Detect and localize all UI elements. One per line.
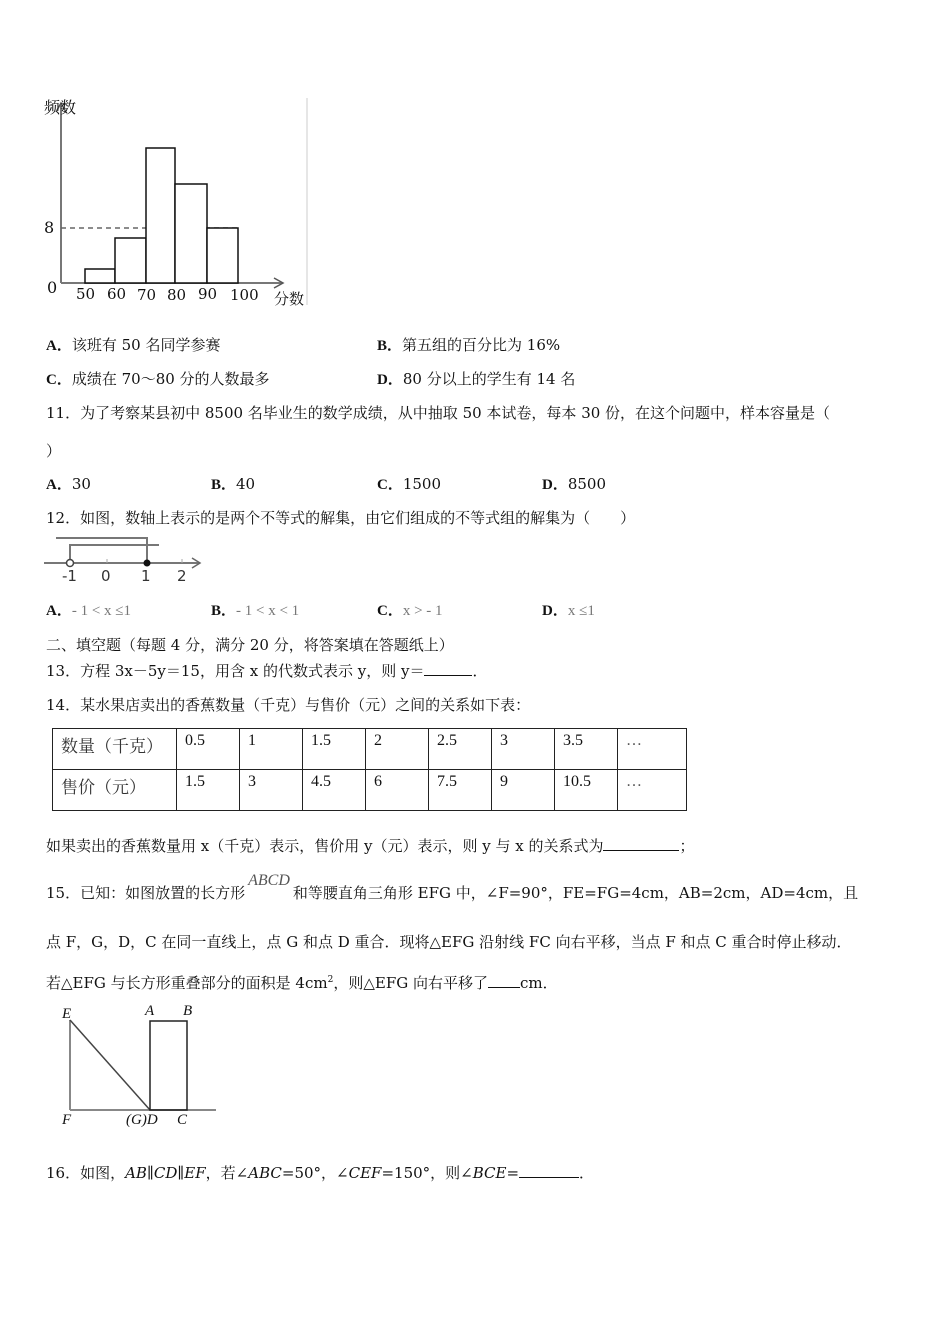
x-tick-90: 90 — [198, 285, 218, 303]
row-header-price: 售价（元） — [53, 770, 177, 811]
option-letter: A． — [46, 477, 72, 493]
option-text: 40 — [236, 475, 256, 493]
q11-stem-end: ） — [46, 442, 62, 460]
q15-answer-blank[interactable] — [488, 973, 520, 988]
q16-answer-blank[interactable] — [519, 1163, 579, 1178]
histogram-figure — [30, 90, 320, 310]
table-cell: 9 — [492, 770, 555, 811]
x-axis-label: 分数 — [274, 290, 305, 308]
table-cell: 3.5 — [555, 729, 618, 770]
q14-table — [52, 728, 687, 811]
q16-mid1: ，若∠ — [205, 1164, 249, 1182]
q16-mid4: = — [506, 1164, 520, 1182]
table-cell: 6 — [366, 770, 429, 811]
x-tick-100: 100 — [230, 286, 259, 304]
option-text: 80 分以上的学生有 14 名 — [402, 370, 576, 388]
q12-option-b[interactable] — [211, 600, 299, 621]
option-text: 该班有 50 名同学参赛 — [71, 336, 221, 354]
x-tick-50: 50 — [76, 285, 96, 303]
q14-stem: 14．某水果店卖出的香蕉数量（千克）与售价（元）之间的关系如下表： — [46, 696, 531, 714]
q13 — [46, 661, 487, 681]
q15-rect-name: ABCD — [248, 872, 290, 889]
option-letter: B． — [377, 338, 403, 354]
q10-option-b[interactable] — [377, 335, 560, 356]
q13-answer-blank[interactable] — [424, 661, 472, 676]
bar-70-80 — [146, 148, 175, 283]
label-F: F — [62, 1112, 72, 1128]
q11-option-d[interactable] — [542, 474, 606, 495]
q15-line1 — [46, 872, 859, 904]
y-axis-label: 频数 — [44, 98, 77, 117]
option-letter: A． — [46, 603, 72, 619]
label-E: E — [62, 1006, 72, 1022]
bar-50-60 — [85, 269, 115, 283]
q11-stem: 11．为了考察某县初中 8500 名毕业生的数学成绩，从中抽取 50 本试卷，每本 30 份，在这个问题中，样本容量是（ — [46, 404, 831, 422]
q10-option-d[interactable] — [377, 369, 575, 390]
q15-line2: 点 F，G，D，C 在同一直线上，点 G 和点 D 重合．现将△EFG 沿射线 FC 向右平移，当点 F 和点 C 重合时停止移动． — [46, 933, 852, 951]
q16 — [46, 1163, 594, 1183]
axis-label-0: 0 — [101, 567, 111, 585]
q13-end: ． — [472, 662, 488, 680]
q10-option-c[interactable] — [46, 369, 270, 390]
table-cell: 1 — [240, 729, 303, 770]
q11-option-a[interactable] — [46, 474, 91, 495]
q12-option-d[interactable] — [542, 600, 595, 621]
label-GD: (G)D — [126, 1112, 158, 1128]
q15-line3-b: ，则△EFG 向右平移了 — [333, 974, 488, 992]
y-tick-0: 0 — [47, 278, 58, 297]
q15-stem-part2: 和等腰直角三角形 EFG 中，∠F=90°，FE=FG=4cm，AB=2cm，AD=4cm，且 — [292, 884, 859, 902]
option-text: 1500 — [402, 475, 442, 493]
bar-80-90 — [175, 184, 207, 283]
q13-stem: 13．方程 3x－5y＝15，用含 x 的代数式表示 y，则 y＝ — [46, 662, 425, 680]
q14-followup — [46, 836, 695, 856]
q15-stem-part1: 15．已知：如图放置的长方形 — [46, 884, 246, 902]
q15-line3 — [46, 970, 558, 993]
q12-option-a[interactable] — [46, 600, 131, 621]
table-cell: 4.5 — [303, 770, 366, 811]
table-row — [53, 729, 687, 770]
option-letter: C． — [377, 603, 403, 619]
q16-end: ． — [579, 1164, 595, 1182]
x-tick-60: 60 — [107, 285, 127, 303]
row-header-quantity: 数量（千克） — [53, 729, 177, 770]
option-letter: C． — [46, 372, 72, 388]
option-text: 8500 — [567, 475, 607, 493]
q16-mid2: =50°，∠ — [281, 1164, 349, 1182]
option-letter: D． — [377, 372, 403, 388]
table-cell: 2.5 — [429, 729, 492, 770]
q14-followup-end: ； — [679, 837, 695, 855]
option-letter: D． — [542, 477, 568, 493]
q15-line3-end: cm． — [519, 974, 558, 992]
q10-option-a[interactable] — [46, 335, 220, 356]
q16-angle-cef: CEF — [348, 1164, 382, 1182]
label-B: B — [183, 1003, 193, 1019]
q16-prefix: 16．如图， — [46, 1164, 126, 1182]
q16-mid3: =150°，则∠ — [381, 1164, 473, 1182]
table-cell: … — [618, 729, 687, 770]
q12-stem: 12．如图，数轴上表示的是两个不等式的解集，由它们组成的不等式组的解集为（ ） — [46, 509, 636, 527]
q15-superscript: 2 — [327, 975, 334, 985]
q14-followup-text: 如果卖出的香蕉数量用 x（千克）表示，售价用 y（元）表示，则 y 与 x 的关系式为 — [46, 837, 604, 855]
table-cell: 1.5 — [177, 770, 240, 811]
q16-parallel: AB∥CD∥EF — [125, 1164, 206, 1182]
y-tick-8: 8 — [44, 218, 55, 237]
table-cell: 0.5 — [177, 729, 240, 770]
axis-label-neg1: -1 — [62, 567, 77, 585]
option-letter: D． — [542, 603, 568, 619]
option-text: 成绩在 70～80 分的人数最多 — [71, 370, 270, 388]
q12-option-c[interactable] — [377, 600, 443, 621]
table-cell: 10.5 — [555, 770, 618, 811]
bar-90-100 — [207, 228, 238, 283]
q15-line3-a: 若△EFG 与长方形重叠部分的面积是 4cm — [46, 974, 328, 992]
q11-option-c[interactable] — [377, 474, 441, 495]
label-C: C — [177, 1112, 188, 1128]
option-text: - 1 < x ≤1 — [71, 603, 132, 619]
option-text: x ≤1 — [567, 603, 595, 619]
table-cell: 7.5 — [429, 770, 492, 811]
axis-label-1: 1 — [141, 567, 151, 585]
option-text: x > - 1 — [402, 603, 443, 619]
table-cell: 3 — [492, 729, 555, 770]
q11-option-b[interactable] — [211, 474, 255, 495]
option-letter: B． — [211, 603, 237, 619]
number-line-figure — [44, 535, 214, 585]
q15-figure — [56, 1002, 226, 1137]
option-letter: A． — [46, 338, 72, 354]
table-cell: 3 — [240, 770, 303, 811]
option-letter: B． — [211, 477, 237, 493]
x-tick-70: 70 — [137, 286, 157, 304]
option-text: 第五组的百分比为 16% — [402, 336, 561, 354]
q16-angle-abc: ABC — [248, 1164, 282, 1182]
histogram-svg — [30, 90, 320, 310]
axis-label-2: 2 — [177, 567, 187, 585]
table-cell: … — [618, 770, 687, 811]
option-text: - 1 < x < 1 — [236, 603, 300, 619]
bar-60-70 — [115, 238, 146, 283]
x-tick-80: 80 — [167, 286, 187, 304]
table-cell: 2 — [366, 729, 429, 770]
table-row — [53, 770, 687, 811]
label-A: A — [145, 1003, 155, 1019]
q16-angle-bce: BCE — [472, 1164, 507, 1182]
section-heading-fill-in: 二、填空题（每题 4 分，满分 20 分，将答案填在答题纸上） — [46, 636, 454, 654]
table-cell: 1.5 — [303, 729, 366, 770]
option-letter: C． — [377, 477, 403, 493]
q14-answer-blank[interactable] — [603, 836, 679, 851]
option-text: 30 — [71, 475, 91, 493]
